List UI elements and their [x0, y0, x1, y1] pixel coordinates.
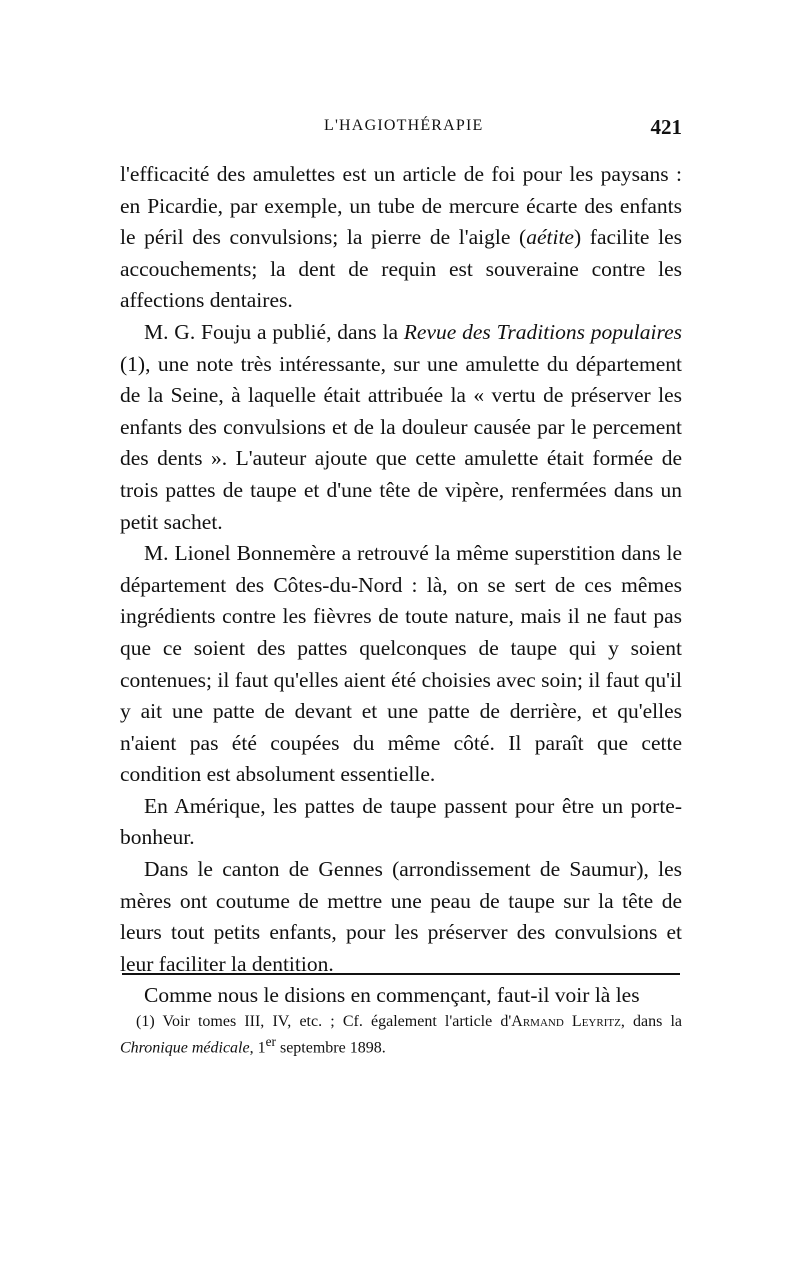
running-header [120, 117, 682, 143]
text-run: (1) Voir tomes III, IV, etc. ; Cf. également l'article d' [136, 1013, 512, 1030]
paragraph [120, 538, 682, 791]
footnote-text [120, 1012, 682, 1058]
journal-title: Chronique médicale [120, 1039, 250, 1057]
journal-title: Revue des Traditions populaires [403, 319, 682, 344]
footnote-rule [122, 973, 680, 975]
paragraph [120, 317, 682, 538]
body-text [120, 159, 682, 1012]
text-run: septembre 1898. [275, 1039, 386, 1057]
text-run: (1), une note très intéressante, sur une amulette du département de la Seine, à laquelle était attribuée la « vertu de préserver les enfants des convulsions et de la douleur causée par le percement des dents ». L'auteur ajoute que cette amulette était formée de trois pattes de taupe et d'une tête de vipère, renfermées dans un petit sachet. [120, 351, 682, 534]
text-run: ) facilite les accouchements; la dent de requin est souveraine contre les affections dentaires. [120, 225, 682, 313]
author-name: Armand Leyritz [511, 1013, 621, 1030]
paragraph [120, 854, 682, 980]
paragraph [120, 791, 682, 854]
text-run: Dans le canton de Gennes (arrondissement de Saumur), les mères ont coutume de mettre une peau de taupe sur la tête de leurs tout petits enfants, pour les préserver des convulsions et leur faciliter la dentition. [120, 857, 682, 976]
text-run: M. Lionel Bonnemère a retrouvé la même superstition dans le département des Côtes-du-Nord : là, on se sert de ces mêmes ingrédients contre les fièvres de toute nature, mais il ne faut pas que ce soient des pattes quelconques de taupe qui y soient contenues; il faut qu'elles aient été choisies avec soin; il faut qu'il y ait une patte de devant et une patte de derrière, et qu'elles n'aient pas été coupées du même côté. Il paraît que cette condition est absolument essentielle. [120, 541, 682, 787]
ordinal-suffix: er [265, 1034, 276, 1049]
page-number: 421 [650, 115, 682, 139]
paragraph [120, 980, 682, 1012]
text-run: l'efficacité des amulettes est un article de foi pour les paysans : en Picardie, par exemple, un tube de mercure écarte des enfants le péril des convulsions; la pierre de l'aigle ( [120, 162, 682, 250]
footnote [120, 1012, 682, 1058]
italic-term: aétite [526, 225, 574, 250]
text-run: En Amérique, les pattes de taupe passent pour être un porte-bonheur. [120, 793, 682, 850]
paragraph [120, 159, 682, 317]
text-run: Comme nous le disions en commençant, faut-il voir là les [144, 983, 640, 1008]
running-title: L'HAGIOTHÉRAPIE [324, 117, 484, 134]
text-run: , 1 [249, 1039, 266, 1057]
text-run: , dans la [620, 1013, 683, 1030]
text-run: M. G. Fouju a publié, dans la [144, 319, 404, 344]
